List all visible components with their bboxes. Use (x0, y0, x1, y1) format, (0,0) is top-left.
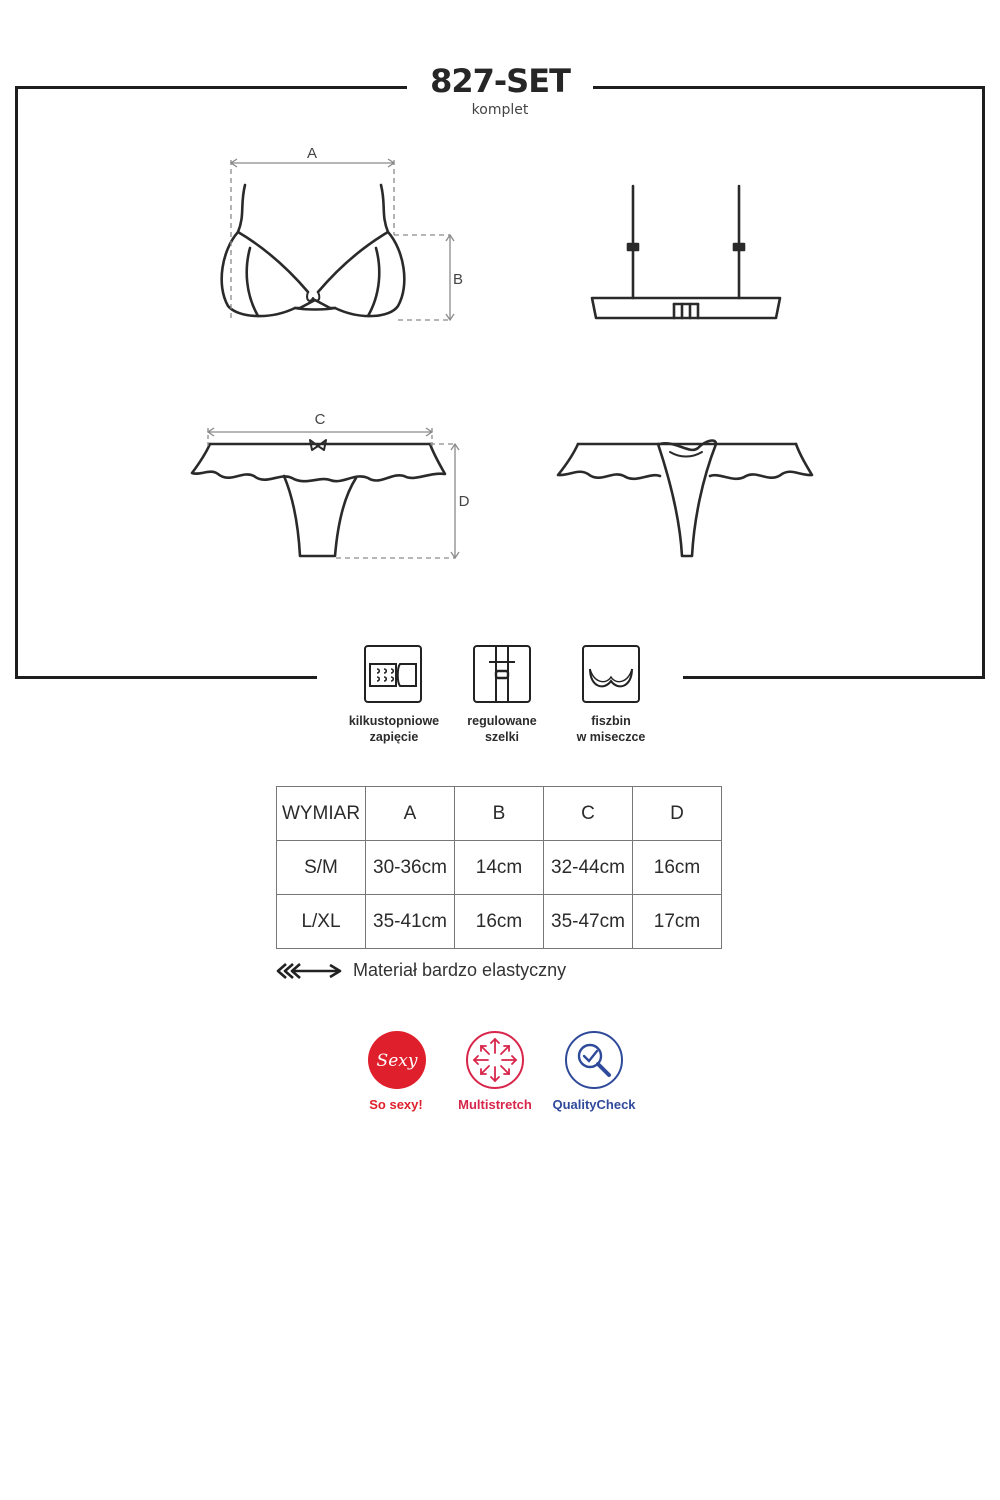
multistretch-badge-icon (464, 1029, 526, 1091)
dimension-label-d: D (458, 493, 470, 510)
table-cell: 16cm (455, 895, 544, 949)
table-cell: 32-44cm (544, 841, 633, 895)
table-cell: S/M (277, 841, 366, 895)
badge-label-qualitycheck: QualityCheck (552, 1097, 636, 1112)
table-header-cell: C (544, 787, 633, 841)
table-header-cell: D (633, 787, 722, 841)
stretch-note: Materiał bardzo elastyczny (353, 960, 567, 980)
panty-front-drawing (192, 440, 445, 556)
table-cell: 17cm (633, 895, 722, 949)
table-cell: 35-41cm (366, 895, 455, 949)
svg-text:Sexy: Sexy (376, 1051, 418, 1071)
feature-label-straps: regulowane szelki (467, 714, 537, 744)
badge-label-multistretch: Multistretch (458, 1097, 532, 1112)
bra-back-drawing (592, 186, 780, 318)
table-header-cell: B (455, 787, 544, 841)
size-table (276, 786, 722, 949)
multi-hook-closure-icon (364, 645, 422, 703)
sexy-badge-icon (366, 1029, 428, 1091)
adjustable-strap-icon (473, 645, 531, 703)
underwire-cup-icon (582, 645, 640, 703)
stretch-arrow-icon (276, 962, 346, 980)
badge-label-sexy: So sexy! (369, 1097, 423, 1112)
table-cell: 16cm (633, 841, 722, 895)
bra-front-drawing (222, 185, 405, 316)
table-header-row (277, 787, 722, 841)
dimension-label-a: A (306, 145, 318, 162)
product-title: 827-SET (430, 62, 570, 100)
table-cell: 35-47cm (544, 895, 633, 949)
table-row (277, 841, 722, 895)
product-subtitle: komplet (471, 102, 529, 118)
table-cell: 30-36cm (366, 841, 455, 895)
table-cell: 14cm (455, 841, 544, 895)
feature-label-underwire: fiszbin w miseczce (576, 714, 646, 744)
table-cell: L/XL (277, 895, 366, 949)
dimension-label-b: B (452, 271, 464, 288)
garment-diagram (0, 0, 1000, 700)
dimension-label-c: C (314, 411, 326, 428)
table-header-cell: A (366, 787, 455, 841)
panty-back-drawing (558, 441, 812, 556)
feature-label-closure: kilkustopniowe zapięcie (348, 714, 440, 744)
table-header-cell: WYMIAR (277, 787, 366, 841)
qualitycheck-badge-icon (563, 1029, 625, 1091)
table-row (277, 895, 722, 949)
